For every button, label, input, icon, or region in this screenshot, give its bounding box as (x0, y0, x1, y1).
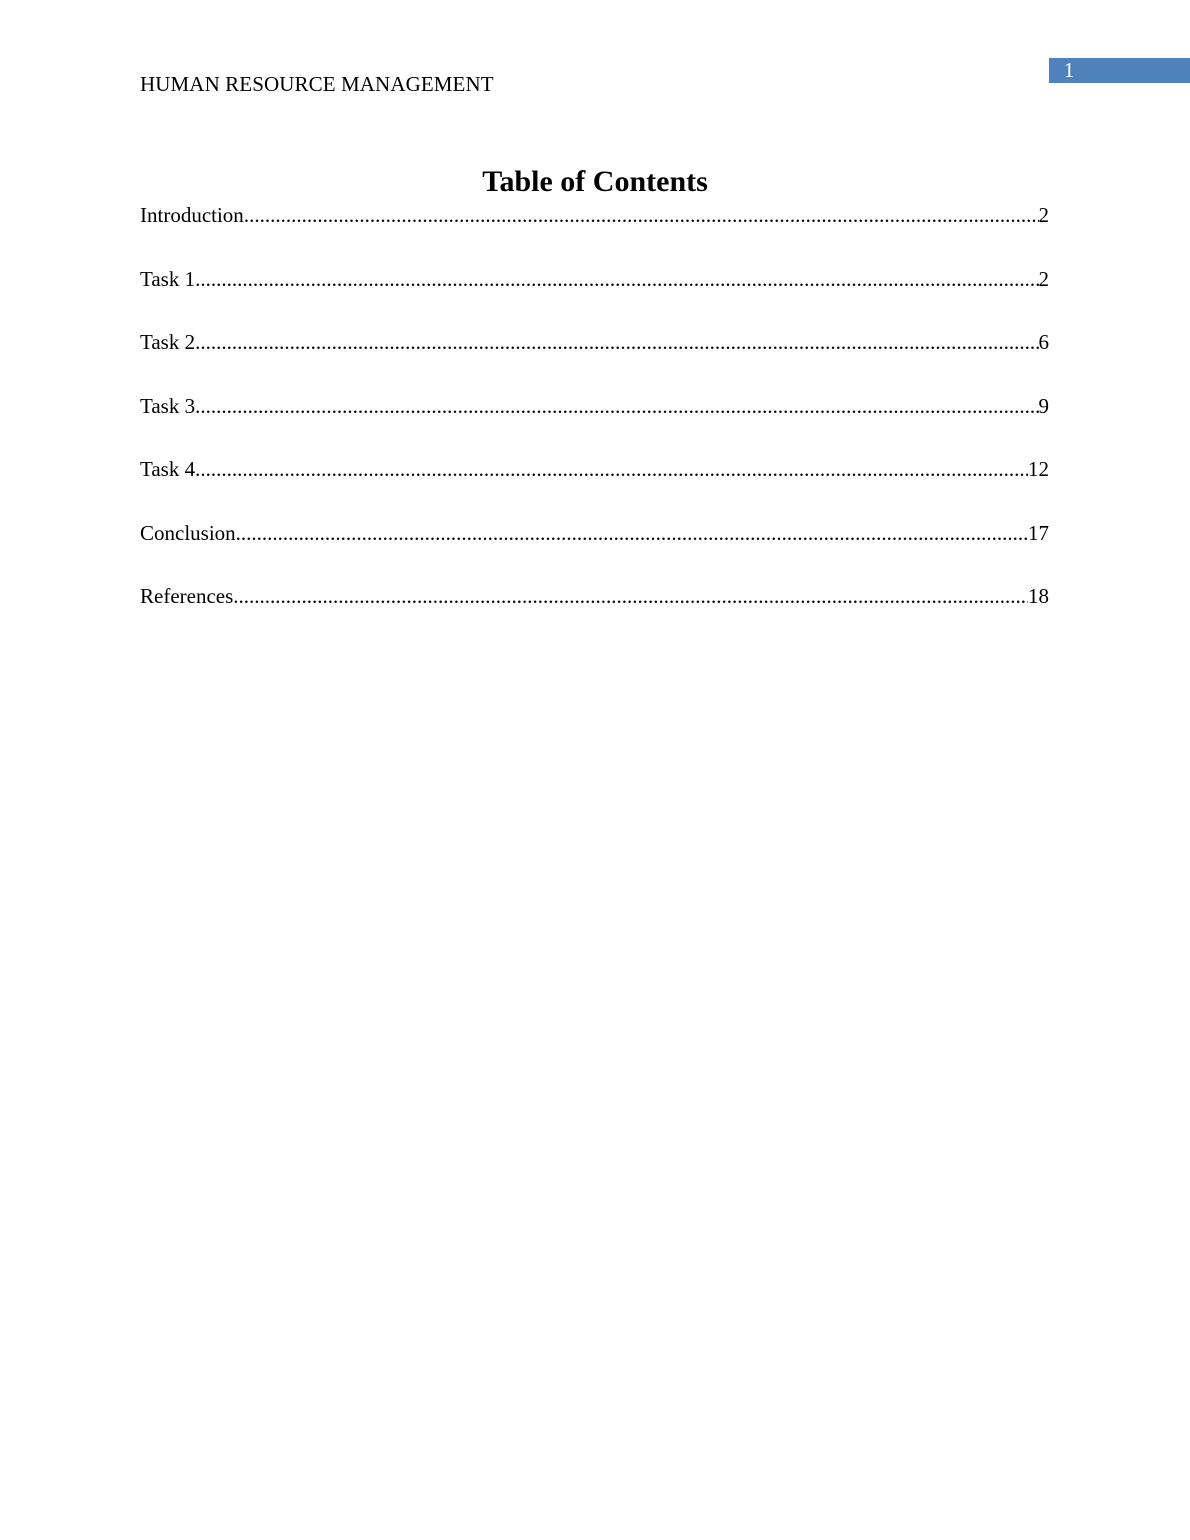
toc-entry-label: References (140, 584, 234, 608)
toc-entry-page: 2 (1038, 266, 1049, 291)
toc-entry-page: 17 (1028, 520, 1049, 545)
toc-entry-page: 12 (1028, 457, 1049, 481)
toc-entry-task-3[interactable] (140, 392, 1049, 456)
toc-entry-label: Introduction (140, 203, 244, 227)
running-head: HUMAN RESOURCE MANAGEMENT (140, 72, 494, 96)
toc-entry-references[interactable] (140, 582, 1049, 646)
page-number: 1 (1063, 58, 1075, 82)
toc-dot-leader (195, 392, 1038, 420)
toc-entry-page: 2 (1038, 203, 1049, 227)
toc-entry-task-1[interactable] (140, 265, 1049, 329)
toc-entry-task-4[interactable] (140, 455, 1049, 519)
toc-list (140, 201, 1049, 646)
toc-dot-leader (195, 265, 1038, 293)
toc-entry-page: 9 (1038, 393, 1049, 418)
toc-dot-leader (233, 582, 1028, 610)
toc-entry-task-2[interactable] (140, 328, 1049, 392)
toc-title: Table of Contents (482, 165, 708, 198)
toc-entry-label: Task 2 (140, 330, 196, 354)
toc-dot-leader (244, 201, 1039, 229)
page-number-box (1049, 58, 1190, 83)
toc-dot-leader (195, 455, 1028, 483)
toc-entry-label: Task 4 (140, 457, 196, 481)
toc-entry-label: Task 1 (140, 266, 196, 291)
toc-dot-leader (195, 328, 1038, 356)
toc-entry-conclusion[interactable] (140, 519, 1049, 583)
toc-entry-page: 18 (1028, 584, 1049, 608)
toc-entry-page: 6 (1038, 330, 1049, 354)
toc-entry-introduction[interactable] (140, 201, 1049, 265)
toc-entry-label: Task 3 (140, 393, 196, 418)
toc-dot-leader (236, 519, 1028, 547)
toc-entry-label: Conclusion (140, 520, 236, 545)
